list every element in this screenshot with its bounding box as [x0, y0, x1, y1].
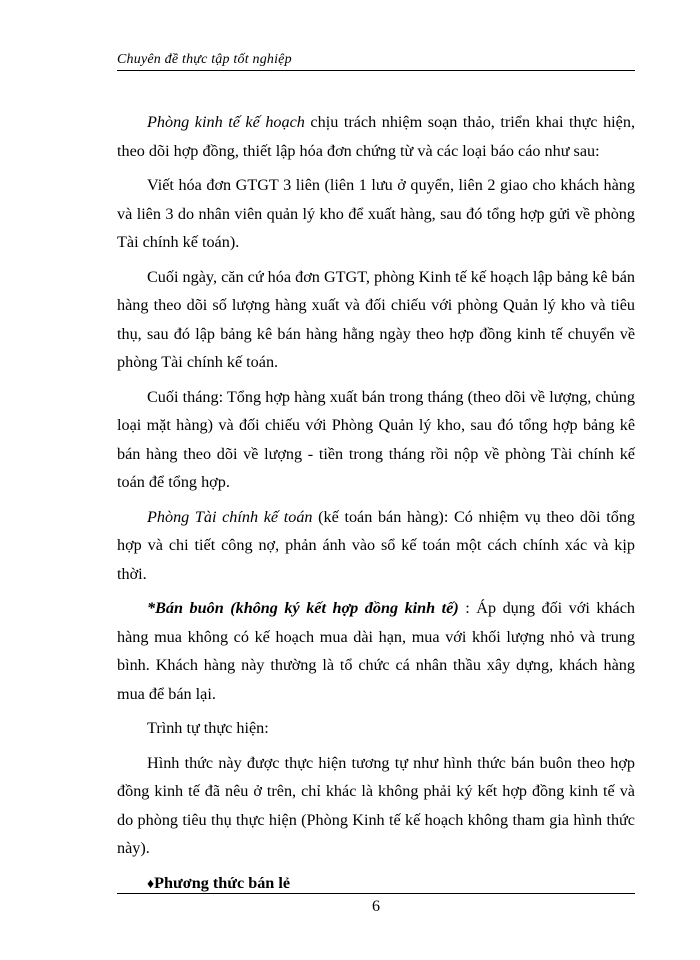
page-number: 6	[372, 898, 380, 915]
paragraph-hoa-don: Viết hóa đơn GTGT 3 liên (liên 1 lưu ở quyển, liên 2 giao cho khách hàng và liên 3 do nhân viên quản lý kho để xuất hàng, sau đó tổng hợp gửi về phòng Tài chính kế toán).	[117, 176, 635, 251]
section-label: *Bán buôn (không ký kết hợp đồng kinh tế)	[147, 599, 459, 617]
paragraph-cuoi-ngay: Cuối ngày, căn cứ hóa đơn GTGT, phòng Kinh tế kế hoạch lập bảng kê bán hàng theo dõi số lượng hàng xuất và đối chiếu với phòng Quản lý kho và tiêu thụ, sau đó lập bảng kê bán hàng hằng ngày theo hợp đồng kinh tế chuyển về phòng Tài chính kế toán.	[117, 267, 635, 371]
department-name: Phòng Tài chính kế toán	[147, 507, 313, 526]
paragraph-text: chịu trách nhiệm soạn thảo, triển khai thực hiện, theo dõi hợp đồng, thiết lập hóa đơn chứng từ và các loại báo cáo như sau:	[117, 113, 635, 160]
paragraph-trinh-tu: Trình tự thực hiện:	[147, 719, 269, 737]
paragraph-text: (kế toán bán hàng): Có nhiệm vụ theo dõi tổng hợp và chi tiết công nợ, phản ánh vào sổ kế toán một cách chính xác và kịp thời.	[117, 507, 636, 583]
paragraph-ban-buon	[117, 594, 635, 708]
paragraph-hinh-thuc: Hình thức này được thực hiện tương tự như hình thức bán buôn theo hợp đồng kinh tế đã nêu ở trên, chỉ khác là không phải ký kết hợp đồng kinh tế và do phòng tiêu thụ thực hiện (Phòng Kinh tế kế hoạch không tham gia hình thức này).	[117, 753, 635, 857]
department-name: Phòng kinh tế kế hoạch	[147, 113, 305, 131]
header-title: Chuyên đề thực tập tốt nghiệp	[117, 52, 292, 67]
paragraph-phong-kinh-te	[117, 108, 635, 165]
page-header	[117, 50, 635, 71]
paragraph-phong-tai-chinh	[117, 503, 635, 589]
section-heading-text: Phương thức bán lẻ	[154, 873, 291, 892]
paragraph-cuoi-thang: Cuối tháng: Tổng hợp hàng xuất bán trong tháng (theo dõi về lượng, chủng loại mặt hàng) và đối chiếu với Phòng Quản lý kho, sau đó tổng hợp bảng kê bán hàng theo dõi về lượng - tiền trong tháng rồi nộp về phòng Tài chính kế toán để tổng hợp.	[117, 387, 635, 491]
section-heading	[117, 869, 635, 900]
footer-divider	[117, 893, 635, 894]
paragraph-text: : Áp dụng đối với khách hàng mua không có kế hoạch mua dài hạn, mua với khối lượng nhỏ và trung bình. Khách hàng này thường là tổ chức cá nhân thầu xây dựng, khách hàng mua để bán lại.	[117, 599, 635, 703]
diamond-bullet-icon: ♦	[147, 876, 155, 892]
document-body	[117, 108, 635, 899]
